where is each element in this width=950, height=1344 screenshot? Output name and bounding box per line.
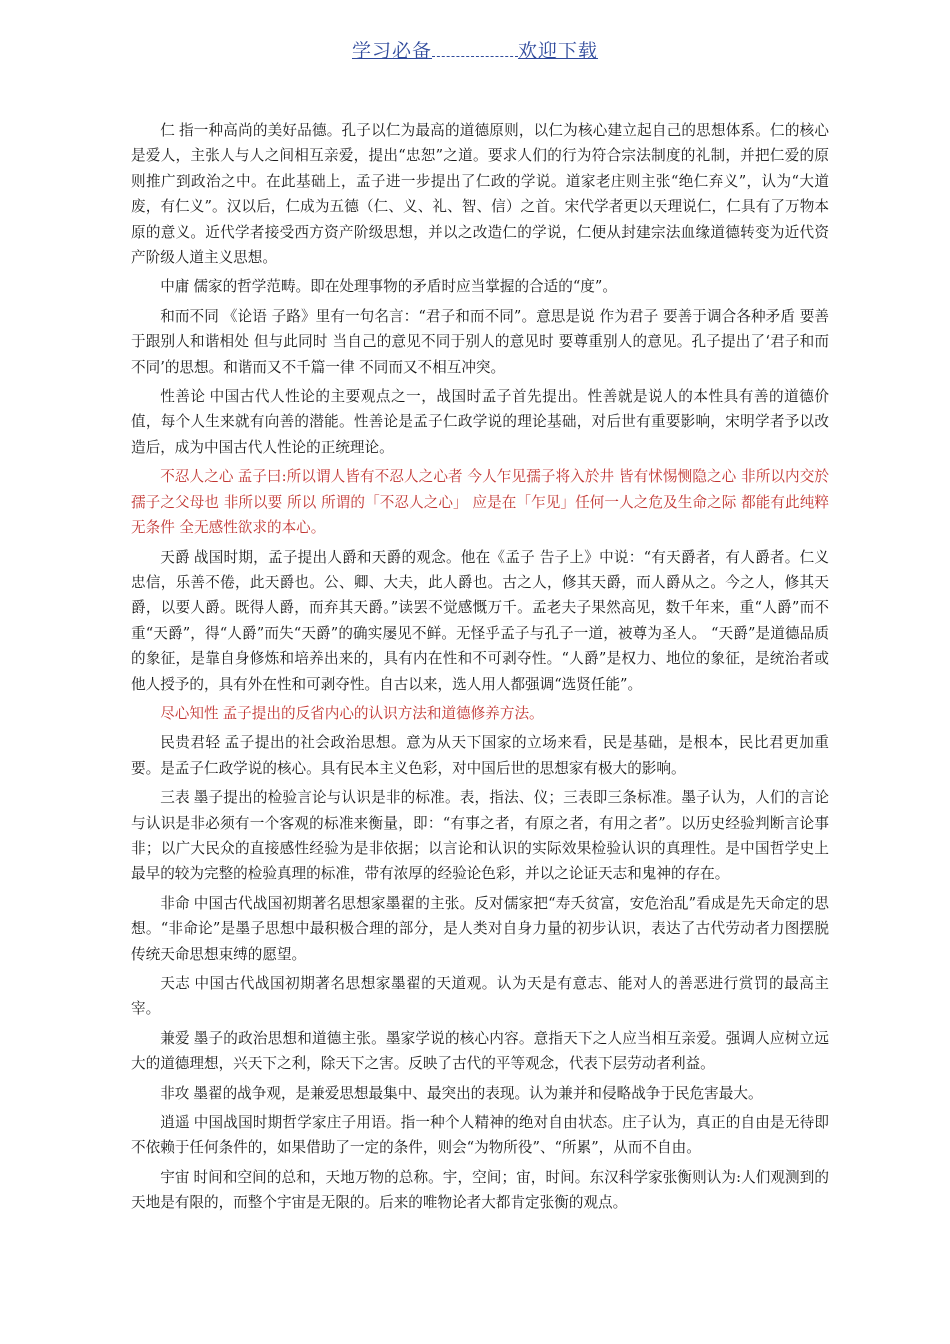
paragraph-xingshanlun — [131, 384, 829, 460]
term: 民贵君轻 — [160, 734, 221, 752]
term: 宇宙 — [160, 1168, 190, 1186]
term: 三表 — [160, 789, 190, 807]
definition: 指一种高尚的美好品德。孔子以仁为最高的道德原则，以仁为核心建立起自己的思想体系。仁的核心是爱人，主张人与人之间相互亲爱，提出“忠恕”之道。要求人们的行为符合宗法制度的礼制，并把仁爱的原则推广到政治之中。在此基础上，孟子进一步提出了仁政的学说。道家老庄则主张“绝仁弃义”，认为“大道废，有仁义”。汉以后，仁成为五德（仁、义、礼、智、信）之首。宋代学者更以天理说仁，仁具有了万物本原的意义。近代学者接受西方资产阶级思想，并以之改造仁的学说，仁便从封建宗法血缘道德转变为近代资产阶级人道主义思想。 — [131, 122, 829, 267]
term: 不忍人之心 — [160, 468, 234, 486]
term: 非攻 — [160, 1084, 190, 1102]
paragraph-sanbiao — [131, 785, 829, 887]
paragraph-minguijunqing — [131, 730, 829, 781]
header-divider — [432, 38, 518, 57]
definition: 孟子曰:所以谓人皆有不忍人之心者 今人乍见孺子将入於井 皆有怵惕恻隐之心 非所以内交於孺子之父母也 非所以要 所以 所谓的「不忍人之心」 应是在「乍见」任何一人之危及生命之际 都能有此纯粹 无条件 全无感性欲求的本心。 — [131, 468, 829, 537]
term: 兼爱 — [160, 1029, 190, 1047]
term: 逍遥 — [160, 1114, 190, 1132]
header-right-text: 欢迎下载 — [518, 40, 599, 62]
paragraph-tianjue — [131, 545, 829, 697]
definition: 《论语 子路》里有一句名言：“君子和而不同”。意思是说 作为君子 要善于调合各种矛盾 要善于跟别人和谐相处 但与此同时 当自己的意见不同于别人的意见时 要尊重别人的意见。孔子提出了‘君子和而不同’的思想。和谐而又不千篇一律 不同而又不相互冲突。 — [131, 307, 829, 376]
header-left-text: 学习必备 — [351, 40, 432, 62]
term: 中庸 — [160, 278, 190, 296]
definition: 中国古代战国初期著名思想家墨翟的主张。反对儒家把“寿夭贫富，安危治乱”看成是先天命定的思想。“非命论”是墨子思想中最积极合理的部分，是人类对自身力量的初步认识，表达了古代劳动者力图摆脱传统天命思想束缚的愿望。 — [131, 894, 829, 963]
paragraph-ren — [131, 118, 829, 270]
term: 天志 — [160, 975, 191, 992]
term: 和而不同 — [160, 307, 219, 325]
definition: 时间和空间的总和，天地万物的总称。宇，空间；宙，时间。东汉科学家张衡则认为:人们观测到的天地是有限的，而整个宇宙是无限的。后来的唯物论者大都肯定张衡的观点。 — [131, 1168, 829, 1212]
definition: 中国古代战国初期著名思想家墨翟的天道观。认为天是有意志、能对人的善恶进行赏罚的最高主宰。 — [131, 975, 829, 1018]
paragraph-heerbutong — [131, 304, 829, 380]
paragraph-burenrenzhixin — [131, 464, 829, 540]
paragraph-yuzhou — [131, 1165, 829, 1216]
paragraph-feiming — [131, 891, 829, 967]
term: 仁 — [160, 122, 175, 139]
paragraph-zhongyong — [131, 274, 829, 299]
definition: 中国古代人性论的主要观点之一，战国时孟子首先提出。性善就是说人的本性具有善的道德价值，每个人生来就有向善的潜能。性善论是孟子仁政学说的理论基础，对后世有重要影响，宋明学者予以改造后，成为中国古代人性论的正统理论。 — [131, 388, 829, 456]
page-header — [0, 36, 950, 63]
definition: 墨翟的战争观，是兼爱思想最集中、最突出的表现。认为兼并和侵略战争于民危害最大。 — [193, 1084, 763, 1102]
definition: 儒家的哲学范畴。即在处理事物的矛盾时应当掌握的合适的“度”。 — [193, 278, 617, 296]
definition: 墨子提出的检验言论与认识是非的标准。表，指法、仪；三表即三条标准。墨子认为，人们的言论与认识是非必须有一个客观的标准来衡量，即：“有事之者，有原之者，有用之者”。以历史经验判断言论事非；以广大民众的直接感性经验为是非依据；以言论和认识的实际效果检验认识的真理性。是中国哲学史上最早的较为完整的检验真理的标准，带有浓厚的经验论色彩，并以之论证天志和鬼神的存在。 — [131, 789, 829, 883]
paragraph-xiaoyao — [131, 1110, 829, 1161]
paragraph-jinxinzhixing — [131, 701, 829, 726]
term: 性善论 — [160, 388, 206, 406]
document-body — [131, 118, 829, 1220]
definition: 孟子提出的社会政治思想。意为从天下国家的立场来看，民是基础，是根本，民比君更加重要。是孟子仁政学说的核心。具有民本主义色彩，对中国后世的思想家有极大的影响。 — [131, 734, 829, 777]
paragraph-feigong — [131, 1081, 829, 1106]
definition: 中国战国时期哲学家庄子用语。指一种个人精神的绝对自由状态。庄子认为，真正的自由是无待即不依赖于任何条件的，如果借助了一定的条件，则会“为物所役”、“所累”，从而不自由。 — [131, 1114, 829, 1157]
term: 尽心知性 — [160, 704, 219, 722]
term: 非命 — [160, 894, 190, 912]
definition: 孟子提出的反省内心的认识方法和道德修养方法。 — [222, 704, 544, 722]
paragraph-tianzhi — [131, 971, 829, 1022]
definition: 墨子的政治思想和道德主张。墨家学说的核心内容。意指天下之人应当相互亲爱。强调人应树立远大的道德理想，兴天下之利，除天下之害。反映了古代的平等观念，代表下层劳动者利益。 — [131, 1029, 829, 1073]
definition: 战国时期，孟子提出人爵和天爵的观念。他在《孟子 告子上》中说：“有天爵者，有人爵者。仁义忠信，乐善不倦，此天爵也。公、卿、大夫，此人爵也。古之人，修其天爵，而人爵从之。今之人，修其天爵，以要人爵。既得人爵，而弃其天爵。”读罢不觉感慨万千。孟老夫子果然高见，数千年来，重“人爵”而不重“天爵”，得“人爵”而失“天爵”的确实屡见不鲜。无怪乎孟子与孔子一道，被尊为圣人。 “天爵”是道德品质的象征，是靠自身修炼和培养出来的，具有内在性和不可剥夺性。“人爵”是权力、地位的象征，是统治者或他人授予的，具有外在性和可剥夺性。自古以来，选人用人都强调“选贤任能”。 — [131, 548, 829, 693]
paragraph-jianai — [131, 1026, 829, 1077]
term: 天爵 — [160, 548, 190, 566]
